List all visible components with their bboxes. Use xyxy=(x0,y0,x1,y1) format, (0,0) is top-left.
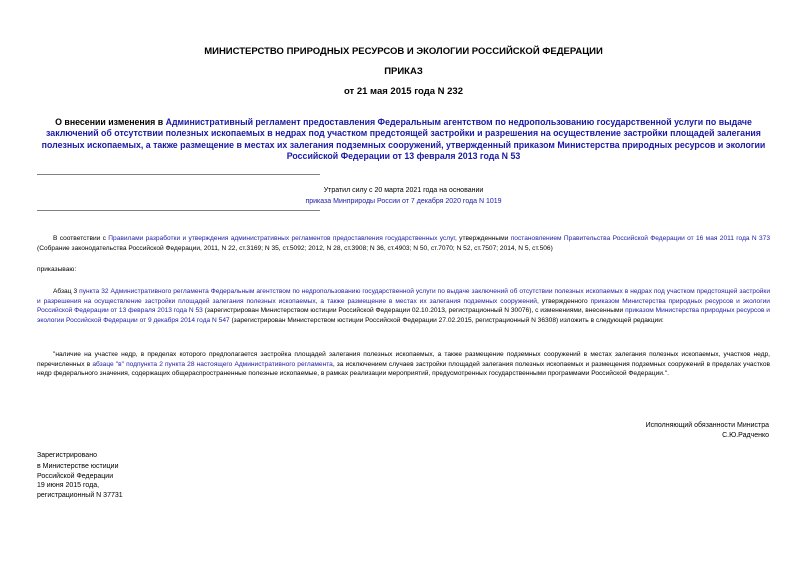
status-note-line2 xyxy=(37,197,770,206)
document-date-number: от 21 мая 2015 года N 232 xyxy=(343,86,464,97)
document-title xyxy=(30,117,777,163)
para1-text2: , утвержденными xyxy=(454,235,511,242)
para2-text1: Абзац 3 xyxy=(53,288,80,295)
paragraph-new-wording xyxy=(37,350,770,379)
para1-text3: (Собрание законодательства Российской Федерации, 2011, N 22, ст.3169; N 35, ст.5092; 2012, N 28, ст.3908; N 36, ст.4903; N 50, ст.7070; N 52, ст.7507; 2014, N 5, ст.506) xyxy=(37,244,553,252)
clause-32-link[interactable]: пункта 32 Административного регламента Федеральным агентством по недропользованию государственной услуги по выдаче заключений об отсутствии полезных ископаемых в недрах под участком предстоящей застройки и разрешения на осуществление застройки площадей залегания полезных ископаемых, а также размещение в местах их залегания подземных сооружений xyxy=(37,288,771,305)
registration-line3: Российской Федерации xyxy=(37,472,114,480)
registration-line1: Зарегистрировано xyxy=(37,452,97,459)
title-prefix: О внесении изменения в xyxy=(55,117,166,127)
signature-block xyxy=(646,421,769,441)
divider-bottom xyxy=(37,210,320,211)
paragraph-amendment xyxy=(37,287,770,325)
registration-line4: 19 июня 2015 года, xyxy=(37,482,100,490)
repeal-order-link[interactable]: приказа Минприроды России от 7 декабря 2020 года N 1019 xyxy=(305,198,502,205)
order-word: приказываю: xyxy=(37,266,77,273)
order-547-link[interactable]: приказом Министерства природных ресурсов и экологии Российской Федерации от 9 декабря 2014 года N 547 xyxy=(37,307,770,324)
title-regulation-link[interactable]: Административный регламент предоставления Федеральным агентством по недропользованию государственной услуги по выдаче заключений об отсутствии полезных ископаемых в недрах под участком предстоящей застройки и разрешения на осуществление застройки площадей залегания полезных ископаемых, а также размещение в местах их залегания подземных сооружений, утвержденный приказом Министерства природных ресурсов и экологии Российской Федерации от 13 февраля 2013 года N 53 xyxy=(41,117,766,162)
para1-text1: В соответствии с xyxy=(53,235,109,242)
registration-line2: в Министерстве юстиции xyxy=(37,463,119,471)
registration-block xyxy=(37,451,123,500)
order-53-link[interactable]: приказом Министерства природных ресурсов и экологии Российской Федерации от 13 февраля 2013 года N 53 xyxy=(37,297,770,315)
rules-link[interactable]: Правилами разработки и утверждения административных регламентов предоставления государственных услуг xyxy=(108,235,455,242)
signatory-position: Исполняющий обязанности Министра xyxy=(645,422,769,429)
status-note-line1: Утратил силу с 20 марта 2021 года на основании xyxy=(323,187,484,194)
ministry-heading: МИНИСТЕРСТВО ПРИРОДНЫХ РЕСУРСОВ И ЭКОЛОГИИ РОССИЙСКОЙ ФЕДЕРАЦИИ xyxy=(204,46,603,57)
para2-text4: (зарегистрирован Министерством юстиции Российской Федерации 27.02.2015, регистрационный N 36308) изложить в следующей редакции: xyxy=(229,316,664,324)
government-decree-link[interactable]: постановлением Правительства Российской Федерации от 16 мая 2011 года N 373 xyxy=(510,235,771,242)
para2-text2: , утвержденного xyxy=(537,297,591,305)
quote-text2: , за исключением случаев застройки площадей залегания полезных ископаемых и размещения подземных сооружений в пределах участков недр федерального значения, содержащих общераспространенные полезные ископаемые, в рамках реализации мероприятий, предусмотренных государственными программами Российской Федерации.". xyxy=(37,360,770,378)
paragraph-basis xyxy=(37,234,770,253)
signatory-name: С.Ю.Радченко xyxy=(722,432,769,439)
divider-top xyxy=(37,174,320,175)
registration-line5: регистрационный N 37731 xyxy=(37,491,123,499)
subclause-link[interactable]: абзаце "в" подпункта 2 пункта 28 настоящего Административного регламента xyxy=(92,360,333,368)
document-type: ПРИКАЗ xyxy=(384,66,423,77)
para2-text3: (зарегистрирован Министерством юстиции Российской Федерации 02.10.2013, регистрационный N 30076), с изменениями, внесенными xyxy=(202,307,626,315)
quote-text1: "наличие на участке недр, в пределах которого предполагается застройка площадей залегания полезных ископаемых, а также размещение подземных сооружений в местах залегания полезных ископаемых, участков недр, перечисленных в xyxy=(37,351,770,368)
